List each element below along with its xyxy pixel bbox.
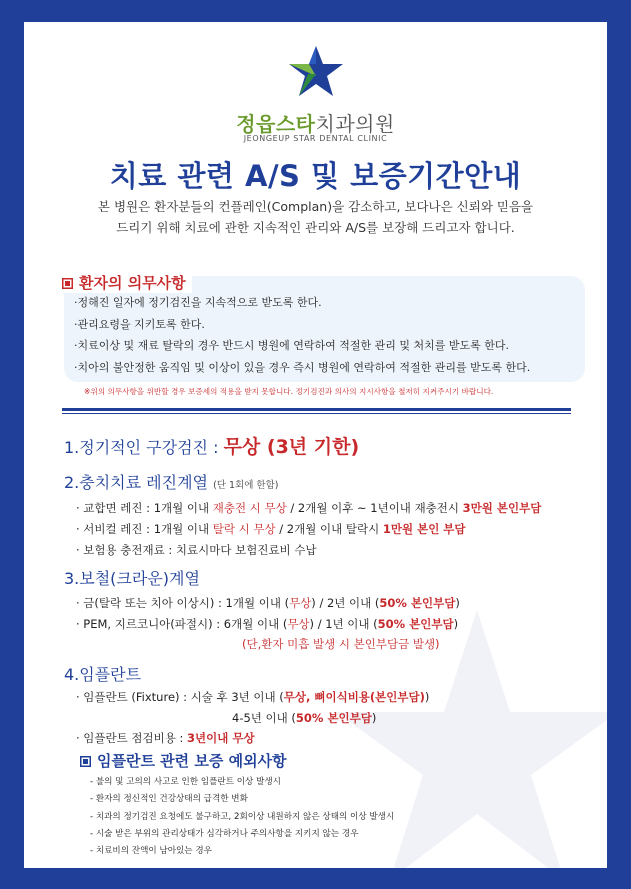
exceptions-heading-text: 임플란트 관련 보증 예외사항 bbox=[97, 752, 287, 770]
divider-thin bbox=[62, 413, 571, 414]
exceptions-heading bbox=[80, 750, 287, 771]
duty-item: ·치료이상 및 재료 탈락의 경우 반드시 병원에 연락하여 적절한 관리 및 처치를 받도록 한다. bbox=[74, 339, 509, 352]
text: / 2개월 이내 탈락시 bbox=[275, 522, 383, 536]
intro-text bbox=[64, 196, 567, 238]
exception-item: - 치과의 정기검진 요청에도 불구하고, 2회이상 내원하지 않은 상태의 이상 발생시 bbox=[90, 811, 395, 822]
section-3-note: (단,환자 미흡 발생 시 본인부담금 발생) bbox=[242, 637, 440, 651]
exception-item: - 시술 받은 부위의 관리상태가 심각하거나 주의사항을 지키지 않는 경우 bbox=[90, 828, 359, 839]
clinic-name bbox=[24, 108, 607, 137]
square-bullet-icon bbox=[80, 756, 91, 767]
exception-item: - 불의 및 고의의 사고로 인한 임플란트 이상 발생시 bbox=[90, 777, 281, 787]
section-2-title: 2.충치치료 레진계열 bbox=[64, 473, 208, 492]
section-3-line-1 bbox=[76, 595, 460, 611]
section-1-heading bbox=[64, 432, 359, 459]
highlight: 50% 본인부담 bbox=[379, 596, 456, 610]
poster-sheet bbox=[24, 22, 607, 868]
duties-heading bbox=[62, 272, 192, 293]
highlight: 3년이내 무상 bbox=[187, 731, 255, 745]
section-4-line-3 bbox=[76, 730, 255, 746]
duty-item: ·정해진 일자에 정기검진을 지속적으로 받도록 한다. bbox=[74, 296, 322, 309]
clinic-star-logo-icon bbox=[286, 44, 346, 98]
text: / 2개월 이후 ~ 1년이내 재충전시 bbox=[286, 501, 463, 515]
text: ) bbox=[371, 711, 377, 725]
text: ) / 1년 이내 ( bbox=[309, 617, 378, 631]
highlight: 1만원 본인 부담 bbox=[382, 522, 466, 536]
text: · 금(탈락 또는 치아 이상시) : 1개월 이내 ( bbox=[76, 596, 290, 610]
section-4-line-1 bbox=[76, 689, 429, 705]
duties-heading-text: 환자의 의무사항 bbox=[79, 274, 186, 292]
exception-item: - 치료비의 잔액이 남아있는 경우 bbox=[90, 846, 212, 857]
text: · 교합면 레진 : 1개월 이내 bbox=[76, 501, 213, 515]
section-2-line-2 bbox=[76, 521, 466, 537]
duty-item: ·치아의 불안정한 움직임 및 이상이 있을 경우 즉시 병원에 연락하여 적절한 관리를 받도록 한다. bbox=[74, 360, 531, 374]
section-2-note: (단 1회에 한함) bbox=[213, 480, 279, 491]
section-4-line-2 bbox=[232, 710, 376, 726]
section-4-heading: 4.임플란트 bbox=[64, 665, 142, 684]
text: · PEM, 지르코니아(파절시) : 6개월 이내 ( bbox=[76, 617, 288, 631]
text: ) / 2년 이내 ( bbox=[311, 596, 380, 610]
highlight: 3만원 본인부담 bbox=[462, 501, 542, 515]
intro-line-2: 드리기 위해 치료에 관한 지속적인 관리와 A/S를 보장해 드리고자 합니다. bbox=[116, 220, 515, 235]
square-bullet-icon bbox=[62, 278, 73, 289]
clinic-name-green: 정읍스타 bbox=[236, 112, 316, 136]
section-2-line-1 bbox=[76, 500, 541, 516]
highlight: 재충전 시 무상 bbox=[212, 501, 287, 515]
section-2-heading bbox=[64, 470, 278, 493]
text: · 임플란트 (Fixture) : 시술 후 3년 이내 ( bbox=[76, 690, 284, 704]
highlight: 50% 본인부담 bbox=[295, 711, 372, 725]
highlight: 50% 본인부담 bbox=[377, 617, 454, 631]
exceptions-list bbox=[90, 774, 394, 860]
text: ) bbox=[453, 617, 459, 631]
highlight: 무상, 뼈이식비용(본인부담) bbox=[283, 690, 425, 704]
text: · 서비컬 레진 : 1개월 이내 bbox=[76, 522, 213, 536]
text: · 임플란트 점검비용 : bbox=[76, 731, 188, 745]
divider-thick bbox=[62, 408, 571, 411]
section-2-line-3: · 보험용 충전재료 : 치료시마다 보험진료비 수납 bbox=[76, 543, 317, 557]
clinic-name-gray: 치과의원 bbox=[315, 112, 395, 136]
text: ) bbox=[455, 596, 460, 610]
section-1-title: 1.정기적인 구강검진 : bbox=[64, 438, 224, 457]
highlight: 무상 bbox=[287, 617, 310, 631]
duty-item: ·관리요령을 지키토록 한다. bbox=[74, 317, 205, 331]
page-title: 치료 관련 A/S 및 보증기간안내 bbox=[109, 159, 522, 193]
intro-line-1: 본 병원은 환자분들의 컨플레인(Complan)을 감소하고, 보다나은 신뢰와 믿음을 bbox=[97, 199, 534, 214]
text: 4-5년 이내 ( bbox=[232, 711, 296, 725]
text: ) bbox=[424, 690, 430, 704]
section-3-line-2 bbox=[76, 616, 458, 632]
clinic-english-name: JEONGEUP STAR DENTAL CLINIC bbox=[243, 134, 388, 143]
highlight: 탈락 시 무상 bbox=[212, 522, 276, 536]
section-3-heading: 3.보철(크라운)계열 bbox=[64, 569, 200, 588]
duties-note: ※위의 의무사항을 위반할 경우 보증세의 적용을 받지 못합니다. 정기검진과 의사의 지시사항을 철저히 지켜주시기 바랍니다. bbox=[84, 387, 494, 396]
highlight: 무상 bbox=[289, 596, 312, 610]
section-1-value: 무상 (3년 기한) bbox=[223, 436, 360, 458]
duties-list bbox=[74, 292, 584, 378]
exception-item: - 환자의 정신적인 건강상태의 급격한 변화 bbox=[90, 794, 248, 805]
